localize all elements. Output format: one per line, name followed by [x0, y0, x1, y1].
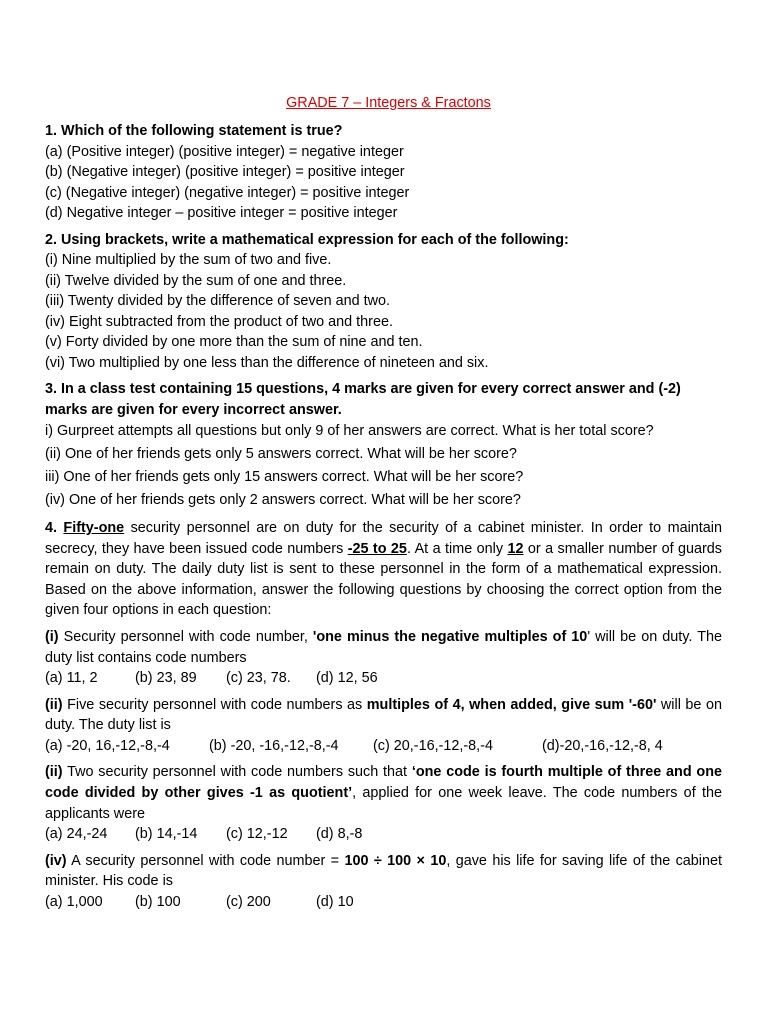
sub-i-stem — [45, 627, 722, 668]
question-2 — [45, 230, 722, 374]
question-4 — [45, 518, 722, 912]
sub-i-option-d: (d) 12, 56 — [316, 670, 378, 687]
question-4-sub-iv — [45, 851, 722, 913]
sub-ii-option-c: (c) 20,-16,-12,-8,-4 — [373, 737, 493, 754]
q3-item-iv: (iv) One of her friends gets only 2 answers correct. What will be her score? — [45, 492, 521, 508]
fifty-one-text: Fifty-one — [63, 520, 125, 536]
sub-i-option-c: (c) 23, 78. — [226, 670, 291, 687]
sub-ii-option-d: (d)-20,-16,-12,-8, 4 — [542, 737, 663, 754]
q2-item-iii: (iii) Twenty divided by the difference of seven and two. — [45, 293, 391, 309]
worksheet-page — [45, 93, 722, 918]
sub-iv-option-b: (b) 100 — [135, 893, 181, 910]
worksheet-title: GRADE 7 – Integers & Fractons — [286, 95, 491, 111]
guard-limit-text: 12 — [507, 540, 524, 557]
passage-text-1: security personnel are on duty for the security of a cabinet minister. In order to maintain secrecy, they have been issued code numbers — [45, 520, 722, 557]
question-1-stem: 1. Which of the following statement is true? — [45, 123, 343, 139]
sub-iv-label: (iv) — [45, 852, 67, 869]
sub-iii-text-2: , applied for one week leave. The code numbers of the applicants were — [45, 784, 722, 822]
sub-i-text-2: ' will be on duty. The duty list contains code numbers — [45, 628, 722, 666]
sub-ii-option-a: (a) -20, 16,-12,-8,-4 — [45, 737, 170, 754]
sub-iii-option-c: (c) 12,-12 — [226, 826, 288, 843]
sub-iii-label: (ii) — [45, 764, 63, 781]
sub-iii-bold: ‘one code is fourth multiple of three and one code divided by other gives -1 as quotient’ — [45, 764, 722, 801]
q2-item-vi: (vi) Two multiplied by one less than the difference of nineteen and six. — [45, 354, 489, 371]
question-1 — [45, 121, 722, 224]
sub-iv-stem — [45, 851, 722, 892]
sub-iv-bold: 100 ÷ 100 × 10 — [344, 852, 447, 869]
q1-option-a: (a) (Positive integer) (positive integer) = negative integer — [45, 143, 404, 160]
q2-item-ii: (ii) Twelve divided by the sum of one and three. — [45, 272, 347, 289]
q1-option-d: (d) Negative integer – positive integer = positive integer — [45, 205, 398, 221]
sub-iv-options — [45, 892, 722, 913]
question-4-sub-iii — [45, 762, 722, 844]
q2-item-v: (v) Forty divided by one more than the sum of nine and ten. — [45, 334, 423, 350]
q3-item-i: i) Gurpreet attempts all questions but only 9 of her answers are correct. What is her total score? — [45, 423, 654, 439]
sub-ii-bold: multiples of 4, when added, give sum '-60' — [366, 696, 657, 713]
sub-i-label: (i) — [45, 628, 59, 645]
question-2-stem: 2. Using brackets, write a mathematical expression for each of the following: — [45, 231, 569, 248]
sub-iv-text-1: A security personnel with code number = — [66, 852, 345, 869]
question-4-number: 4. — [45, 520, 64, 536]
q2-item-iv: (iv) Eight subtracted from the product of two and three. — [45, 313, 393, 330]
sub-i-options — [45, 668, 722, 689]
code-range-text: -25 to 25 — [347, 540, 407, 557]
sub-iii-text-1: Two security personnel with code numbers such that — [62, 764, 412, 781]
sub-i-option-a: (a) 11, 2 — [45, 670, 98, 687]
sub-iii-options — [45, 824, 722, 845]
q3-item-iii: iii) One of her friends gets only 15 answers correct. What will be her score? — [45, 469, 524, 485]
question-3 — [45, 379, 722, 512]
sub-iii-stem — [45, 762, 722, 824]
question-4-passage — [45, 518, 722, 621]
passage-text-3: or a smaller number of guards remain on duty. The daily duty list is sent to these personnel in the form of a mathematical expression. Based on the above information, answer the following questions by choosing the correct option from the given four options in each question: — [45, 540, 722, 619]
question-4-sub-ii — [45, 695, 722, 757]
sub-iii-option-a: (a) 24,-24 — [45, 826, 108, 843]
sub-ii-options — [45, 736, 722, 757]
sub-ii-stem — [45, 695, 722, 736]
sub-iv-option-a: (a) 1,000 — [45, 893, 103, 910]
sub-iii-option-b: (b) 14,-14 — [135, 826, 198, 843]
sub-ii-text-2: will be on duty. The duty list is — [45, 696, 722, 734]
sub-iv-option-d: (d) 10 — [316, 893, 354, 910]
sub-i-bold: 'one minus the negative multiples of 10 — [312, 628, 588, 645]
sub-ii-option-b: (b) -20, -16,-12,-8,-4 — [209, 737, 339, 754]
question-4-sub-i — [45, 627, 722, 689]
q2-item-i: (i) Nine multiplied by the sum of two and five. — [45, 252, 332, 268]
sub-iv-option-c: (c) 200 — [226, 893, 271, 910]
question-3-stem: 3. In a class test containing 15 questions, 4 marks are given for every correct answer and (-2) marks are given for every incorrect answer. — [45, 381, 681, 418]
sub-i-option-b: (b) 23, 89 — [135, 670, 197, 687]
sub-ii-label: (ii) — [45, 696, 63, 713]
q1-option-b: (b) (Negative integer) (positive integer) = positive integer — [45, 164, 405, 180]
sub-iii-option-d: (d) 8,-8 — [316, 826, 363, 843]
sub-ii-text-1: Five security personnel with code numbers as — [62, 696, 367, 713]
sub-i-text-1: Security personnel with code number, — [58, 628, 313, 645]
sub-iv-text-2: , gave his life for saving life of the cabinet minister. His code is — [45, 852, 722, 890]
q1-option-c: (c) (Negative integer) (negative integer) = positive integer — [45, 184, 410, 201]
passage-text-2: . At a time only — [406, 540, 508, 557]
q3-item-ii: (ii) One of her friends gets only 5 answers correct. What will be her score? — [45, 446, 517, 462]
